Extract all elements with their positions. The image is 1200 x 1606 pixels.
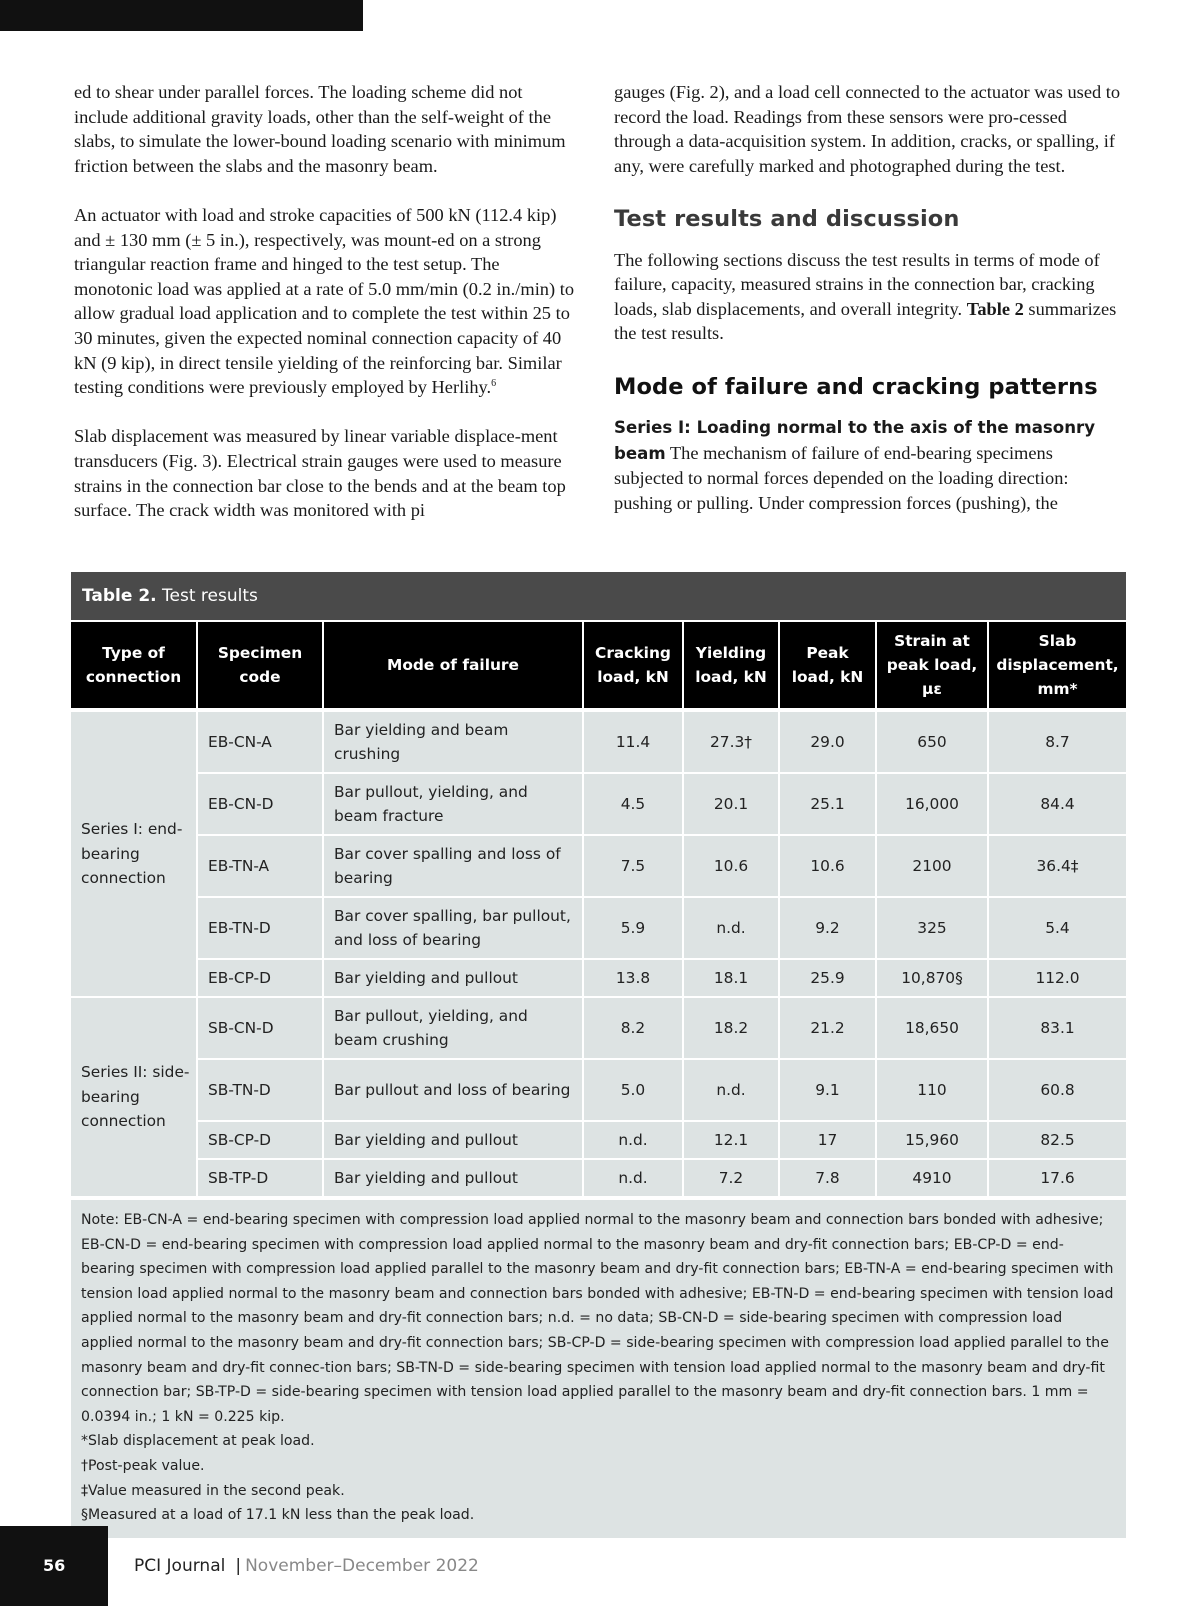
strain: 325 [876,897,988,959]
mode-of-failure: Bar yielding and pullout [323,1159,583,1197]
peak-load: 9.2 [779,897,876,959]
yielding-load: 10.6 [683,835,779,897]
section-heading: Mode of failure and cracking patterns [614,373,1098,400]
header-cell: Specimen code [197,621,323,710]
strain: 16,000 [876,773,988,835]
cracking-load: 5.9 [583,897,683,959]
table-row [71,1121,1126,1159]
table-header-row [71,621,1126,710]
strain: 110 [876,1059,988,1121]
right-column [614,80,1124,516]
paragraph-text: The following sections discuss the test results in terms of mode of failure, capacity, measured strains in the connection bar, cracking loads, slab displacements, and overall integrity. [614,249,1100,319]
specimen-code: EB-CN-A [197,710,323,773]
yielding-load: 27.3† [683,710,779,773]
peak-load: 21.2 [779,997,876,1059]
yielding-load: 18.1 [683,959,779,997]
peak-load: 25.1 [779,773,876,835]
footnote: ‡Value measured in the second peak. [81,1482,345,1499]
footnote: †Post-peak value. [81,1457,205,1474]
slab-displacement: 82.5 [988,1121,1126,1159]
strain: 15,960 [876,1121,988,1159]
yielding-load: 20.1 [683,773,779,835]
slab-displacement: 112.0 [988,959,1126,997]
yielding-load: n.d. [683,897,779,959]
yielding-load: 12.1 [683,1121,779,1159]
table-reference: Table 2 [966,298,1024,319]
caption-text: Test results [156,586,258,606]
running-footer [134,1556,479,1576]
reference-marker: 6 [491,378,497,390]
specimen-code: SB-TN-D [197,1059,323,1121]
table-row [71,997,1126,1059]
table-row [71,1059,1126,1121]
mode-of-failure: Bar yielding and pullout [323,1121,583,1159]
specimen-code: SB-CN-D [197,997,323,1059]
paragraph [614,248,1124,346]
table-notes [71,1198,1126,1538]
slab-displacement: 36.4‡ [988,835,1126,897]
peak-load: 10.6 [779,835,876,897]
data-table [71,620,1126,1198]
table-caption [71,572,1126,620]
results-table [71,572,1126,1538]
paragraph-text: An actuator with load and stroke capacities of 500 kN (112.4 kip) and ± 130 mm (± 5 in.), respectively, was mount-ed on a strong triangular reaction frame and hinged to the test setup. The monotonic load was applied at a rate of 5.0 mm/min (0.2 in./min) to allow gradual load application and to complete the test within 25 to 30 minutes, given the expected nominal connection capacity of 40 kN (9 kip), in direct tensile yielding of the reinforcing bar. Similar testing conditions were previously employed by Herlihy. [74,204,575,398]
cracking-load: 11.4 [583,710,683,773]
yielding-load: 7.2 [683,1159,779,1197]
footnote: *Slab displacement at peak load. [81,1433,315,1450]
paragraph [74,203,577,400]
specimen-code: EB-TN-A [197,835,323,897]
footnote: §Measured at a load of 17.1 kN less than the peak load. [81,1507,475,1524]
specimen-code: EB-CN-D [197,773,323,835]
cracking-load: 8.2 [583,997,683,1059]
strain: 10,870§ [876,959,988,997]
left-column [74,80,577,523]
mode-of-failure: Bar cover spalling and loss of bearing [323,835,583,897]
footer-separator: | [235,1556,242,1576]
slab-displacement: 83.1 [988,997,1126,1059]
peak-load: 9.1 [779,1059,876,1121]
strain: 4910 [876,1159,988,1197]
peak-load: 25.9 [779,959,876,997]
table-row [71,773,1126,835]
table-row [71,959,1126,997]
issue-date: November–December 2022 [245,1556,479,1576]
peak-load: 17 [779,1121,876,1159]
section-heading: Test results and discussion [614,205,960,232]
top-bar [0,0,363,31]
paragraph: ed to shear under parallel forces. The loading scheme did not include additional gravity loads, other than the self-weight of the slabs, to simulate the lower-bound loading scenario with minimum friction between the slabs and the masonry beam. [74,82,566,176]
paragraph: Slab displacement was measured by linear variable displace-ment transducers (Fig. 3). Electrical strain gauges were used to measure strains in the connection bar close to the bends and at the beam top surface. The crack width was monitored with pi [74,426,566,521]
table-row [71,897,1126,959]
strain: 18,650 [876,997,988,1059]
table-row [71,710,1126,773]
specimen-code: EB-CP-D [197,959,323,997]
specimen-code: EB-TN-D [197,897,323,959]
strain: 650 [876,710,988,773]
page-number: 56 [43,1556,66,1575]
slab-displacement: 8.7 [988,710,1126,773]
caption-label: Table 2. [82,586,157,606]
yielding-load: 18.2 [683,997,779,1059]
yielding-load: n.d. [683,1059,779,1121]
strain: 2100 [876,835,988,897]
cracking-load: 13.8 [583,959,683,997]
cracking-load: 4.5 [583,773,683,835]
paragraph-text: The mechanism of failure of end-bearing specimens subjected to normal forces depended on the loading direction: pushing or pulling. Under compression forces (pushing), the [614,442,1069,513]
header-cell: Yielding load, kN [683,621,779,710]
series-label: Series II: side-bearing connection [71,997,197,1197]
table-row [71,835,1126,897]
mode-of-failure: Bar pullout and loss of bearing [323,1059,583,1121]
peak-load: 29.0 [779,710,876,773]
header-cell: Strain at peak load, με [876,621,988,710]
header-cell: Mode of failure [323,621,583,710]
mode-of-failure: Bar yielding and beam crushing [323,710,583,773]
mode-of-failure: Bar pullout, yielding, and beam fracture [323,773,583,835]
mode-of-failure: Bar pullout, yielding, and beam crushing [323,997,583,1059]
table-row [71,1159,1126,1197]
header-cell: Peak load, kN [779,621,876,710]
slab-displacement: 5.4 [988,897,1126,959]
sub-heading: Series I: Loading normal to the axis of the masonry beam [614,418,1096,463]
cracking-load: 5.0 [583,1059,683,1121]
table-note: Note: EB-CN-A = end-bearing specimen with compression load applied normal to the masonry beam and connection bars bonded with adhesive; EB-CN-D = end-bearing specimen with compression load applied normal to the masonry beam and dry-fit connection bars; EB-CP-D = end-bearing specimen with compression load applied parallel to the masonry beam and dry-fit connection bars; EB-TN-A = end-bearing specimen with tension load applied normal to the masonry beam and connection bars bonded with adhesive; EB-TN-D = end-bearing specimen with tension load applied normal to the masonry beam and dry-fit connection bars; n.d. = no data; SB-CN-D = side-bearing specimen with compression load applied normal to the masonry beam and dry-fit connection bars; SB-CP-D = side-bearing specimen with compression load applied parallel to the masonry beam and dry-fit connec-tion bars; SB-TN-D = side-bearing specimen with tension load applied normal to the masonry beam and dry-fit connection bar; SB-TP-D = side-bearing specimen with tension load applied parallel to the masonry beam and dry-fit connection bars. 1 mm = 0.0394 in.; 1 kN = 0.225 kip. [81,1212,1114,1425]
cracking-load: n.d. [583,1121,683,1159]
cracking-load: n.d. [583,1159,683,1197]
peak-load: 7.8 [779,1159,876,1197]
header-cell: Cracking load, kN [583,621,683,710]
specimen-code: SB-TP-D [197,1159,323,1197]
mode-of-failure: Bar cover spalling, bar pullout, and loss of bearing [323,897,583,959]
cracking-load: 7.5 [583,835,683,897]
specimen-code: SB-CP-D [197,1121,323,1159]
slab-displacement: 17.6 [988,1159,1126,1197]
slab-displacement: 84.4 [988,773,1126,835]
paragraph: gauges (Fig. 2), and a load cell connected to the actuator was used to record the load. Readings from these sensors were pro-cessed through a data-acquisition system. In addition, cracks, or spalling, if any, were carefully marked and photographed during the test. [614,82,1121,176]
paragraph-text: summarizes the test results. [614,298,1117,344]
header-cell: Type of connection [71,621,197,710]
journal-name: PCI Journal [134,1556,226,1576]
slab-displacement: 60.8 [988,1059,1126,1121]
header-cell: Slab displacement, mm* [988,621,1126,710]
mode-of-failure: Bar yielding and pullout [323,959,583,997]
series-label: Series I: end-bearing connection [71,710,197,997]
paragraph [614,415,1124,515]
